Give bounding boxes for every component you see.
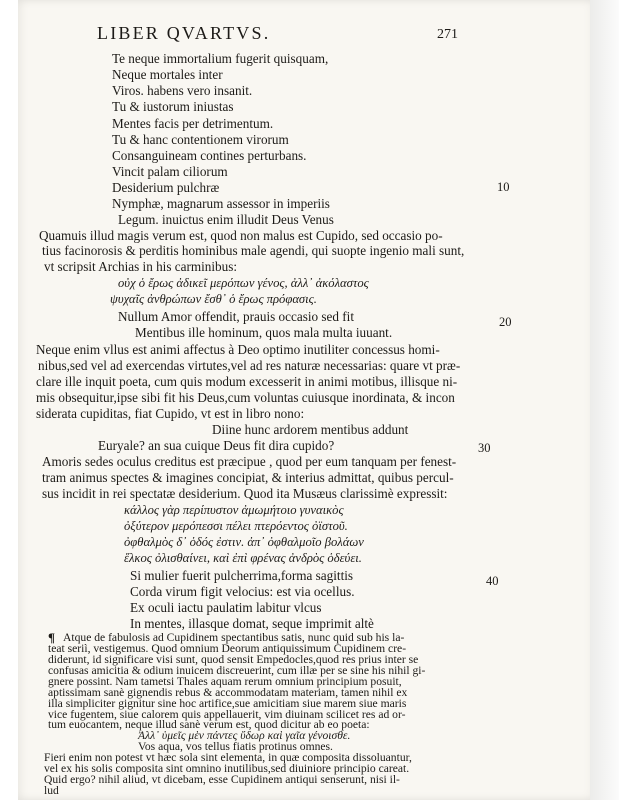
greek-line: ὀξύτερον μερόπεσσι πέλει πτερόεντος ὀϊστοῦ. <box>124 519 348 533</box>
text-line: sus incidit in rei spectatæ desiderium. Quod ita Musæus clarissimè expressit: <box>42 486 448 501</box>
text-line: diderunt, id significare visi sunt, quod sensit Empedocles,quod res prius inter se <box>48 652 419 666</box>
text-line: confusas amicitia & odium inuicem discreuerint, cum illæ per se sine his nihil gi- <box>48 663 426 677</box>
text-line: Euryale? an sua cuique Deus fit dira cupido? <box>98 438 335 453</box>
text-line: teat seriì, vestigemus. Quod omnium Deorum antiquissimum Cupidinem cre- <box>48 641 407 655</box>
text-line: vel ex his solis composita sint omnino inutilibus,sed diuiniore principio careat. <box>44 762 410 776</box>
text-line: Neque enim vllus est animi affectus à Deo optimo inutiliter concessus homi- <box>36 342 440 357</box>
text-line: Desiderium pulchræ <box>112 180 220 195</box>
text-line: Mentibus ille hominum, quos mala multa iuuant. <box>135 325 393 340</box>
text-line: Tu & hanc contentionem virorum <box>112 132 289 147</box>
text-line: Neque mortales inter <box>112 67 223 82</box>
text-line: illa simpliciter gignitur sine hoc artifice,sue amicitiam siue marem siue maris <box>48 696 407 710</box>
text-line: tius facinorosis & perditis hominibus male agendi, qui suopte ingenio mali sunt, <box>42 243 465 258</box>
text-line: mis obsequitur,ipse sibi fit his Deus,cum voluntas cuiusque inordinata, & incon <box>36 390 455 405</box>
text-line: Diine hunc ardorem mentibus addunt <box>212 422 409 437</box>
text-line: clare ille inquit poeta, cum quis modum excesserit in animi motibus, illisque ni- <box>36 374 458 389</box>
greek-line: Ἀλλ᾽ ὑμεῖς μὲν πάντες ὕδωρ καὶ γαῖα γένοισθε. <box>138 729 351 743</box>
text-line: Consanguineam contines perturbans. <box>112 148 307 163</box>
text-line: Vincit palam ciliorum <box>112 164 228 179</box>
greek-line: ψυχαῖς ἀνθρώπων ἔσθ᾽ ὁ ἔρως πρόφασις. <box>110 292 317 306</box>
text-line: Te neque immortalium fugerit quisquam, <box>112 51 329 66</box>
text-line: Viros. habens vero insanit. <box>112 83 253 98</box>
text-line: Vos aqua, vos tellus fiatis protinus omnes. <box>138 740 333 754</box>
margin-line-number: 30 <box>478 441 491 455</box>
text-line: aptissimam sanè gignendis rebus & accommodatam materiam, tamen nihil ex <box>48 685 408 699</box>
text-line: Tu & iustorum iniustas <box>112 99 234 114</box>
text-line: nibus,sed vel ad exercendas virtutes,vel ad res naturæ necessarias: quare vt præ- <box>38 358 461 373</box>
running-header: LIBER QVARTVS. <box>97 23 271 43</box>
text-line: Si mulier fuerit pulcherrima,forma sagittis <box>130 568 354 583</box>
text-line: vt scripsit Archias in his carminibus: <box>44 259 238 274</box>
text-line: siderata cupiditas, fiat Cupido, vt est in libro nono: <box>36 406 305 421</box>
margin-line-number: 20 <box>499 315 512 329</box>
text-line: Corda virum figit velocius: est via ocellus. <box>130 584 355 599</box>
greek-line: οὐχ ὁ ἔρως ἀδικεῖ μερόπων γένος, ἀλλ᾽ ἀκόλαστος <box>118 276 369 290</box>
text-line: Nullum Amor offendit, prauis occasio sed fit <box>118 309 354 324</box>
text-line: vice fugentem, siue calorem quis appellauerit, vim diuinam scilicet res ad or- <box>48 707 406 721</box>
greek-line: κάλλος γὰρ περίπυστον ἀμωμήτοιο γυναικὸς <box>124 503 344 517</box>
text-line: Mentes facis per detrimentum. <box>112 116 274 131</box>
text-line: tram animus spectes & imagines concipiat, & interius admittat, quibus percul- <box>42 470 454 485</box>
text-line: Quid ergo? nihil aliud, vt dicebam, esse Cupidinem antiqui senserunt, nisi il- <box>44 773 400 787</box>
page-edge <box>590 0 619 800</box>
text-line: Fieri enim non potest vt hæc sola sint elementa, in quæ composita dissoluantur, <box>44 751 412 765</box>
text-line: Atque de fabulosis ad Cupidinem spectantibus satis, nunc quid sub his la- <box>63 631 405 644</box>
text-line: Amoris sedes oculus creditus est præcipue , quod per eum tanquam per fenest- <box>42 454 457 469</box>
margin-line-number: 40 <box>486 574 499 588</box>
text-line: Nymphæ, magnarum assessor in imperiis <box>112 196 330 211</box>
margin-line-number: 10 <box>497 180 510 194</box>
paragraph-mark: ¶ <box>48 630 56 645</box>
page-number: 271 <box>437 27 458 42</box>
text-line: lud <box>44 784 59 797</box>
text-line: Ex oculi iactu paulatim labitur vlcus <box>130 600 322 615</box>
text-line: In mentes, illasque domat, seque imprimit altè <box>130 616 374 631</box>
text-line: Legum. inuictus enim illudit Deus Venus <box>118 212 334 227</box>
text-line: tum euocantem, neque illud sanè verum est, quod dicitur ab eo poeta: <box>48 718 370 732</box>
text-line: Quamuis illud magis verum est, quod non malus est Cupido, sed occasio po- <box>39 228 443 243</box>
greek-line: ὀφθαλμὸς δ᾽ ὁδός ἐστιν. ἀπ᾽ ὀφθαλμοῖο βολάων <box>124 535 364 549</box>
greek-line: ἕλκος ὀλισθαίνει, καὶ ἐπὶ φρένας ἀνδρὸς ὁδεύει. <box>124 551 362 565</box>
text-line: gnere possint. Nam tametsi Thales aquam rerum omnium principium posuit, <box>48 674 402 688</box>
